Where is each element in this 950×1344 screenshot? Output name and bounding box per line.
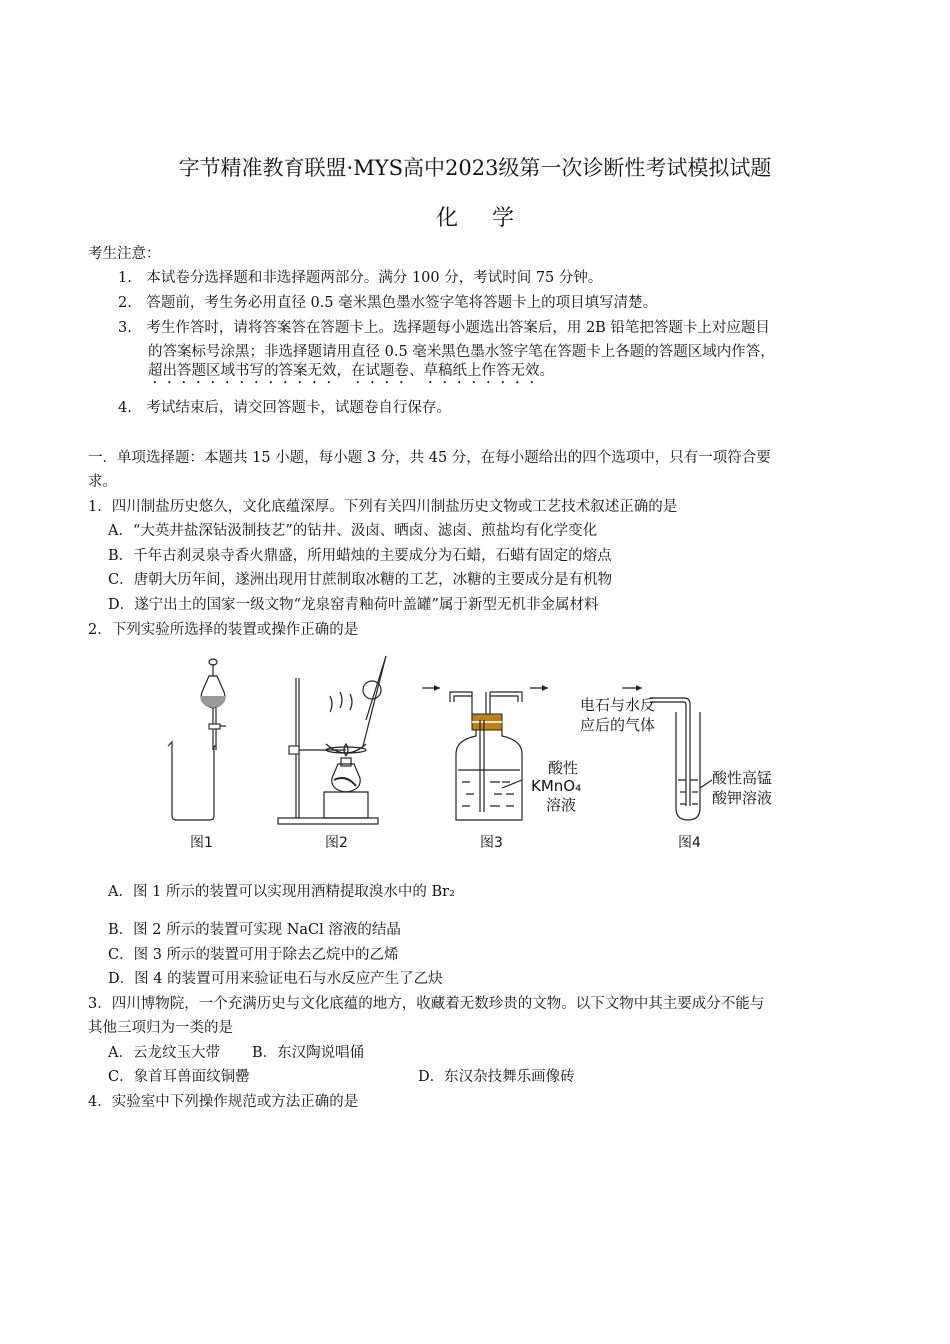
q3-option-d: D．东汉杂技舞乐画像砖: [418, 1069, 575, 1085]
fig2-label: 图2: [325, 835, 348, 851]
q1-option-a: A．“大英井盐深钻汲制技艺”的钻井、汲卤、晒卤、滤卤、煎盐均有化学变化: [108, 523, 598, 539]
q2-option-b: B．图 2 所示的装置可实现 NaCl 溶液的结晶: [108, 922, 401, 938]
q2-figure: [150, 650, 830, 860]
fig3-apparatus: [422, 685, 548, 820]
notice-item-2: 2. 答题前，考生务必用直径 0.5 毫米黑色墨水签字笔将答题卡上的项目填写清楚。: [118, 295, 658, 311]
q2-option-c: C．图 3 所示的装置可用于除去乙烷中的乙烯: [108, 947, 399, 963]
q3-stem: 3．四川博物院，一个充满历史与文化底蕴的地方，收藏着无数珍贵的文物。以下文物中其主要成分不能与: [88, 996, 765, 1012]
notice-item-3-emphasis: 超出答题区域书写的答案无效，在试题卷、草稿纸上作答无效。: [148, 363, 554, 379]
q1-option-c: C．唐朝大历年间，遂洲出现用甘蔗制取冰糖的工艺，冰糖的主要成分是有机物: [108, 572, 613, 588]
fig4-reagent-line1: 酸性高锰: [712, 769, 773, 787]
fig3-reagent-line1: 酸性: [548, 759, 579, 777]
q2-option-d: D．图 4 的装置可用来验证电石与水反应产生了乙炔: [108, 971, 443, 987]
notice-item-4: 4. 考试结束后，请交回答题卡，试题卷自行保存。: [118, 400, 451, 416]
section-heading-cont: 求。: [88, 474, 117, 490]
fig3-reagent-line3: 溶液: [546, 796, 577, 814]
notice-item-3-cont: 的答案标号涂黑；非选择题请用直径 0.5 毫米黑色墨水签字笔在答题卡上各题的答题区域内作答，: [148, 344, 775, 360]
fig2-apparatus: [278, 656, 386, 824]
q3-option-c: C．象首耳兽面纹铜罍: [108, 1069, 250, 1085]
notice-item-3: 3. 考生作答时，请将答案答在答题卡上。选择题每小题选出答案后，用 2B 铅笔把答题卡上对应题目: [118, 320, 770, 336]
q4-stem: 4．实验室中下列操作规范或方法正确的是: [88, 1094, 359, 1110]
subject-title: 化学: [435, 206, 548, 231]
q2-option-a: A．图 1 所示的装置可以实现用酒精提取溴水中的 Br₂: [108, 884, 455, 900]
fig4-gas-line1: 电石与水反: [580, 696, 656, 714]
fig1-apparatus: [168, 659, 226, 820]
fig4-label: 图4: [678, 835, 701, 851]
notice-item-1: 1. 本试卷分选择题和非选择题两部分。满分 100 分，考试时间 75 分钟。: [118, 270, 603, 286]
notice-heading: 考生注意：: [88, 246, 161, 262]
fig3-reagent-line2: KMnO₄: [531, 777, 582, 795]
fig1-label: 图1: [190, 835, 213, 851]
q2-stem: 2．下列实验所选择的装置或操作正确的是: [88, 622, 359, 638]
fig4-reagent-line2: 酸钾溶液: [712, 789, 773, 807]
q3-option-a: A．云龙纹玉大带: [108, 1045, 220, 1061]
q3-option-b: B．东汉陶说唱俑: [252, 1045, 365, 1061]
q3-stem-cont: 其他三项归为一类的是: [88, 1020, 233, 1036]
page-title: 字节精准教育联盟·MYS高中2023级第一次诊断性考试模拟试题: [178, 156, 772, 180]
fig3-label: 图3: [480, 835, 503, 851]
q1-option-b: B．千年古刹灵泉寺香火鼎盛，所用蜡烛的主要成分为石蜡，石蜡有固定的熔点: [108, 548, 612, 564]
q1-option-d: D．遂宁出土的国家一级文物“龙泉窑青釉荷叶盖罐”属于新型无机非金属材料: [108, 597, 599, 613]
fig4-gas-line2: 应后的气体: [580, 716, 656, 734]
section-heading: 一．单项选择题：本题共 15 小题，每小题 3 分，共 45 分，在每小题给出的四个选项中，只有一项符合要: [88, 450, 771, 466]
q1-stem: 1．四川制盐历史悠久，文化底蕴深厚。下列有关四川制盐历史文物或工艺技术叙述正确的是: [88, 499, 678, 515]
